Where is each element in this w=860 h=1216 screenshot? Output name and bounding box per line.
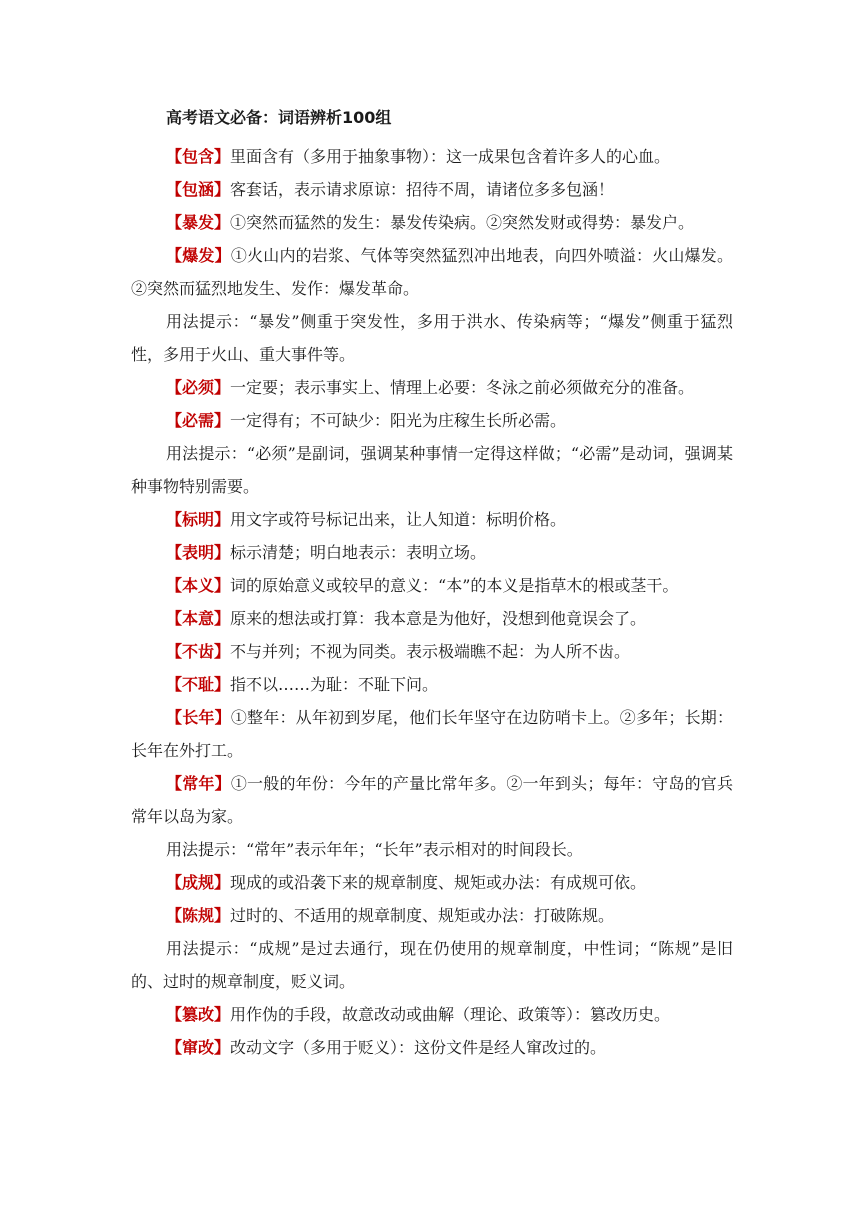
term-definition: 里面含有（多用于抽象事物）：这一成果包含着许多人的心血。	[230, 147, 671, 166]
term-label: 【必需】	[166, 411, 231, 430]
term-entry	[131, 635, 733, 668]
document-page	[131, 108, 733, 1064]
term-label: 【表明】	[166, 543, 231, 562]
term-definition: ①火山内的岩浆、气体等突然猛烈冲出地表，向四外喷溢：火山爆发。②突然而猛烈地发生、发作：爆发革命。	[131, 246, 733, 298]
term-definition: ①突然而猛然的发生：暴发传染病。②突然发财或得势：暴发户。	[230, 213, 695, 232]
term-entry	[131, 140, 733, 173]
usage-note: 用法提示：“成规”是过去通行，现在仍使用的规章制度，中性词；“陈规”是旧的、过时的规章制度，贬义词。	[131, 939, 733, 991]
term-definition: 原来的想法或打算：我本意是为他好，没想到他竟误会了。	[230, 609, 647, 628]
term-label: 【不耻】	[166, 675, 231, 694]
term-entry	[131, 602, 733, 635]
document-title: 高考语文必备：词语辨析100组	[166, 108, 392, 127]
term-entry	[131, 503, 733, 536]
term-definition: 一定要；表示事实上、情理上必要：冬泳之前必须做充分的准备。	[230, 378, 695, 397]
term-entry	[131, 998, 733, 1031]
term-definition: 用文字或符号标记出来，让人知道：标明价格。	[230, 510, 567, 529]
term-entry	[131, 767, 733, 833]
term-label: 【窜改】	[166, 1038, 231, 1057]
term-label: 【不齿】	[166, 642, 231, 661]
term-label: 【包含】	[166, 147, 231, 166]
term-entry	[131, 569, 733, 602]
term-label: 【篡改】	[166, 1005, 231, 1024]
term-definition: 改动文字（多用于贬义）：这份文件是经人窜改过的。	[230, 1038, 607, 1057]
term-label: 【必须】	[166, 378, 231, 397]
term-label: 【暴发】	[166, 213, 231, 232]
term-label: 【标明】	[166, 510, 231, 529]
term-entry	[131, 866, 733, 899]
term-label: 【常年】	[166, 774, 231, 793]
term-entry	[131, 668, 733, 701]
term-label: 【成规】	[166, 873, 231, 892]
term-entry	[131, 536, 733, 569]
term-definition: 标示清楚；明白地表示：表明立场。	[230, 543, 487, 562]
term-label: 【本意】	[166, 609, 231, 628]
term-entry	[131, 404, 733, 437]
term-label: 【爆发】	[166, 246, 231, 265]
term-label: 【包涵】	[166, 180, 231, 199]
usage-note: 用法提示：“暴发”侧重于突发性，多用于洪水、传染病等；“爆发”侧重于猛烈性，多用于火山、重大事件等。	[131, 312, 733, 364]
term-definition: 指不以……为耻：不耻下问。	[230, 675, 439, 694]
term-definition: 过时的、不适用的规章制度、规矩或办法：打破陈规。	[230, 906, 615, 925]
term-definition: ①一般的年份：今年的产量比常年多。②一年到头；每年：守岛的官兵常年以岛为家。	[131, 774, 733, 826]
term-label: 【长年】	[166, 708, 231, 727]
entry-list	[131, 140, 733, 1064]
term-entry	[131, 1031, 733, 1064]
term-entry	[131, 371, 733, 404]
term-definition: 词的原始意义或较早的意义：“本”的本义是指草木的根或茎干。	[230, 576, 679, 595]
term-entry	[131, 899, 733, 932]
usage-note: 用法提示：“常年”表示年年；“长年”表示相对的时间段长。	[166, 840, 583, 859]
term-entry	[131, 701, 733, 767]
term-entry	[131, 173, 733, 206]
term-label: 【本义】	[166, 576, 231, 595]
term-definition: 用作伪的手段，故意改动或曲解（理论、政策等）：篡改历史。	[230, 1005, 671, 1024]
term-definition: 不与并列；不视为同类。表示极端瞧不起：为人所不齿。	[230, 642, 631, 661]
term-definition: ①整年：从年初到岁尾，他们长年坚守在边防哨卡上。②多年；长期：长年在外打工。	[131, 708, 733, 760]
term-entry	[131, 206, 733, 239]
term-definition: 现成的或沿袭下来的规章制度、规矩或办法：有成规可依。	[230, 873, 647, 892]
term-label: 【陈规】	[166, 906, 231, 925]
term-definition: 一定得有；不可缺少：阳光为庄稼生长所必需。	[230, 411, 567, 430]
term-entry	[131, 239, 733, 305]
term-definition: 客套话，表示请求原谅：招待不周，请诸位多多包涵！	[230, 180, 615, 199]
usage-note: 用法提示：“必须”是副词，强调某种事情一定得这样做；“必需”是动词，强调某种事物特别需要。	[131, 444, 733, 496]
